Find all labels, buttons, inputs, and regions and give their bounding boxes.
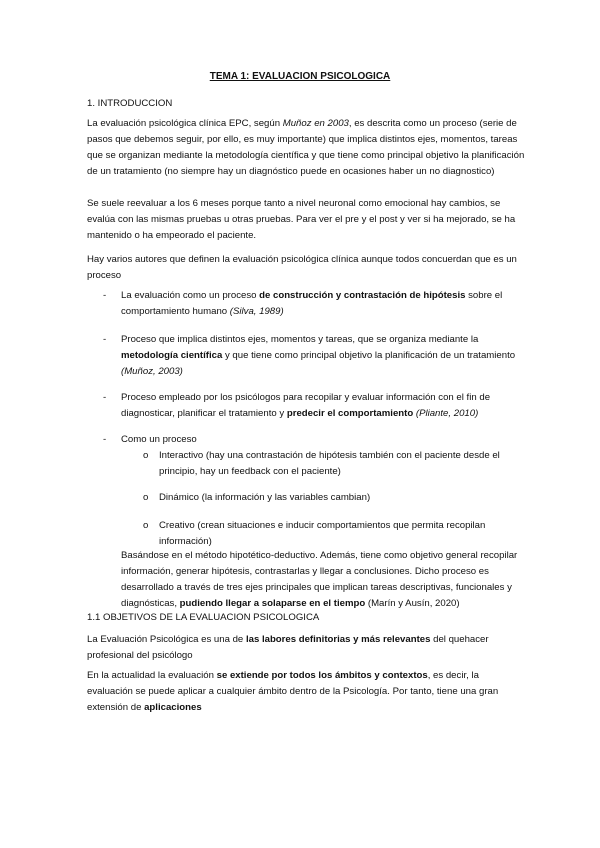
bullet-item-4: Como un proceso [121, 434, 197, 445]
sub-item-creativo: Creativo (crean situaciones e inducir comportamientos que permita recopilan información) [159, 520, 486, 547]
section-heading-introduccion: 1. INTRODUCCION [87, 98, 173, 109]
bullet-dash: - [103, 392, 107, 403]
sub-item-dinamico: Dinámico (la información y las variables cambian) [159, 492, 371, 503]
bullet-item-3: Proceso empleado por los psicólogos para recopilar y evaluar información con el fin de diagnosticar, planificar el tratamiento y predecir el comportamiento (Pliante, 2010) [121, 392, 491, 419]
page-title: TEMA 1: EVALUACION PSICOLOGICA [209, 71, 391, 82]
paragraph-reevaluation: Se suele reevaluar a los 6 meses porque tanto a nivel neuronal como emocional hay cambios, se evalúa con las mismas pruebas u otras pruebas. Para ver el pre y el post y ver si ha mejorado, se ha mantenido o ha empeorado el paciente. [87, 198, 516, 241]
bullet-item-1: La evaluación como un proceso de construcción y contrastación de hipótesis sobre el comportamiento humano (Silva, 1989) [121, 290, 503, 317]
paragraph-ambitos: En la actualidad la evaluación se extiende por todos los ámbitos y contextos, es decir, la evaluación se puede aplicar a cualquier ámbito dentro de la Psicología. Por tanto, tiene una gran extensión de aplicaciones [87, 670, 499, 713]
sub-bullet-circle: o [143, 520, 149, 531]
paragraph-hypothetico-deductive: Basándose en el método hipotético-deductivo. Además, tiene como objetivo general recopilar información, generar hipótesis, contrastarlas y llegar a conclusiones. Dicho proceso es desarrollado a través de tres ejes principales que implican tareas descriptivas, funcionales y diagnósticas, pudiendo llegar a solaparse en el tiempo (Marín y Ausín, 2020) [121, 550, 518, 609]
section-heading-objetivos: 1.1 OBJETIVOS DE LA EVALUACION PSICOLOGICA [87, 612, 320, 623]
paragraph-definition: La evaluación psicológica clínica EPC, según Muñoz en 2003, es descrita como un proceso (serie de pasos que debemos seguir, por ello, es muy importante) que implica distintos ejes, momentos, tareas que se organizan mediante la metodología científica y que tiene como principal objetivo la planificación de un tratamiento (no siempre hay un diagnóstico puede en ocasiones haber un no diagnostico) [87, 118, 525, 177]
sub-bullet-circle: o [143, 450, 149, 461]
sub-item-interactivo: Interactivo (hay una contrastación de hipótesis también con el paciente desde el principio, hay un feedback con el paciente) [159, 450, 500, 477]
bullet-item-2: Proceso que implica distintos ejes, momentos y tareas, que se organiza mediante la metodología científica y que tiene como principal objetivo la planificación de un tratamiento (Muñoz, 2003) [121, 334, 516, 377]
bullet-dash: - [103, 334, 107, 345]
bullet-dash: - [103, 434, 107, 445]
paragraph-authors: Hay varios autores que definen la evaluación psicológica clínica aunque todos concuerdan que es un proceso [87, 254, 517, 281]
sub-bullet-circle: o [143, 492, 149, 503]
paragraph-labores: La Evaluación Psicológica es una de las labores definitorias y más relevantes del quehacer profesional del psicólogo [87, 634, 489, 661]
bullet-dash: - [103, 290, 107, 301]
